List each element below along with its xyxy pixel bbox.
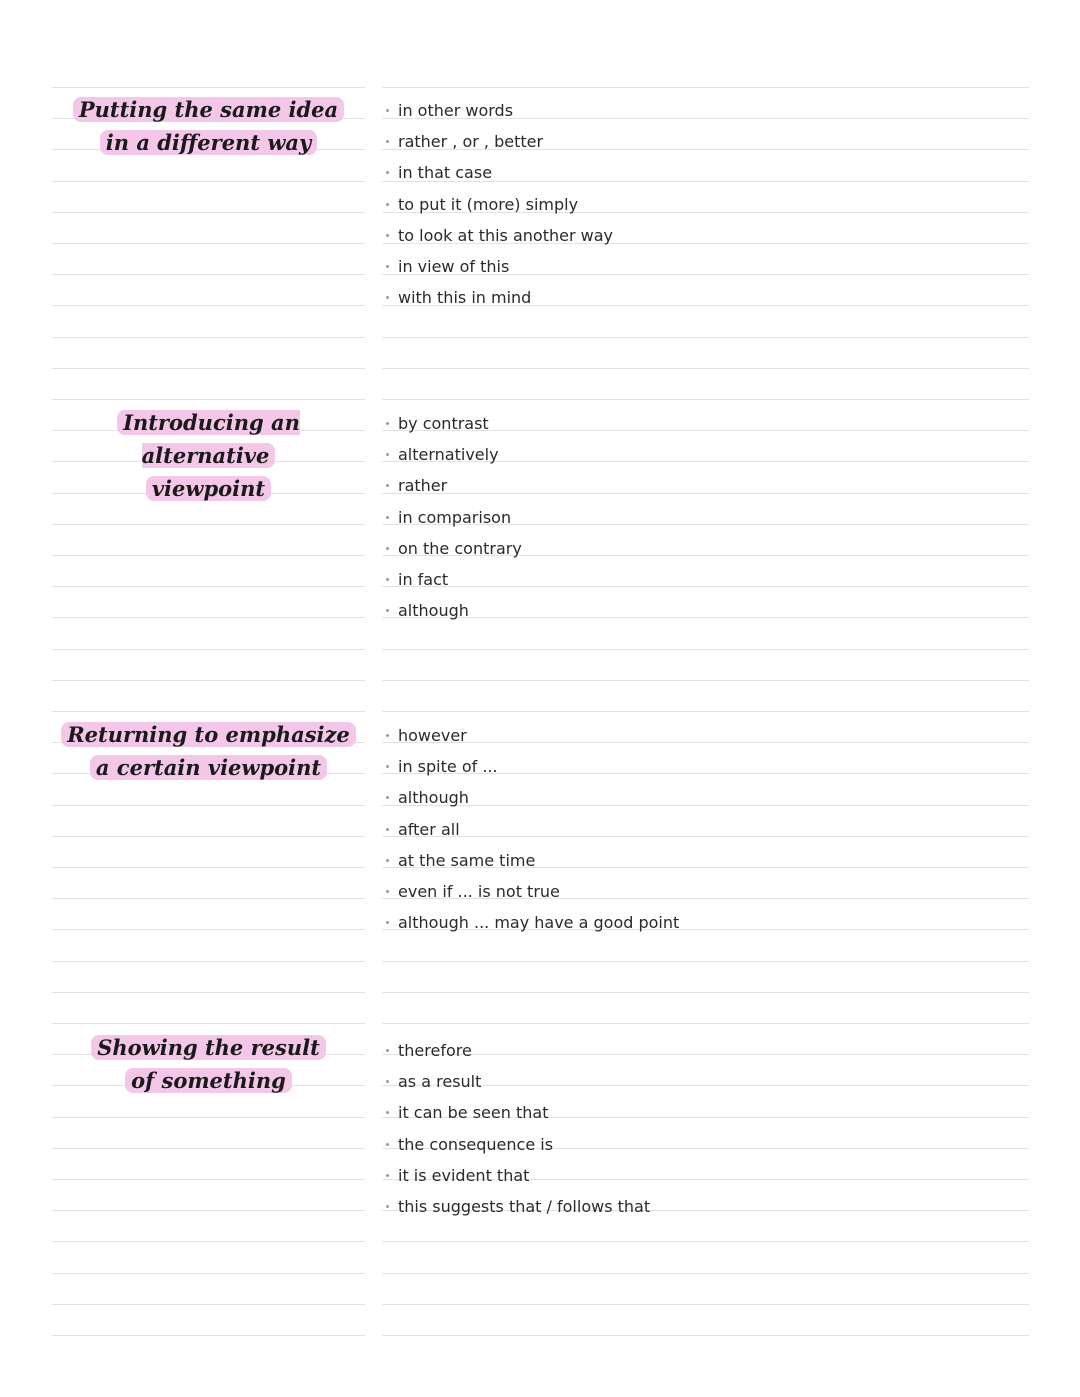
list-item: this suggests that / follows that <box>384 1191 1024 1222</box>
ruled-line <box>52 1304 365 1305</box>
bullet-icon <box>386 1174 389 1177</box>
ruled-line <box>52 555 365 556</box>
list-item: although <box>384 782 1024 813</box>
list-item: in that case <box>384 157 1024 188</box>
bullet-icon <box>386 1049 389 1052</box>
list-item: although ... may have a good point <box>384 907 1024 938</box>
phrase-list <box>384 1035 1024 1222</box>
bullet-icon <box>386 296 389 299</box>
section-heading <box>52 406 365 505</box>
ruled-line <box>52 805 365 806</box>
list-item: even if ... is not true <box>384 876 1024 907</box>
list-item: rather , or , better <box>384 126 1024 157</box>
ruled-line <box>52 961 365 962</box>
bullet-icon <box>386 516 389 519</box>
ruled-line <box>382 1023 1029 1024</box>
bullet-icon <box>386 796 389 799</box>
ruled-line <box>52 1148 365 1149</box>
ruled-line <box>52 1023 365 1024</box>
bullet-icon <box>386 422 389 425</box>
ruled-line <box>52 1179 365 1180</box>
ruled-line <box>382 711 1029 712</box>
list-item: however <box>384 720 1024 751</box>
ruled-line <box>52 274 365 275</box>
phrase-list <box>384 408 1024 626</box>
list-item: after all <box>384 814 1024 845</box>
list-item: as a result <box>384 1066 1024 1097</box>
heading-line-2: viewpoint <box>146 476 271 501</box>
phrase-list <box>384 95 1024 313</box>
bullet-icon <box>386 828 389 831</box>
section-heading <box>52 718 365 784</box>
ruled-line <box>52 337 365 338</box>
heading-line-1: Introducing an alternative <box>117 410 300 468</box>
ruled-line <box>382 1273 1029 1274</box>
list-item: it can be seen that <box>384 1097 1024 1128</box>
list-item: to put it (more) simply <box>384 189 1024 220</box>
ruled-line <box>382 961 1029 962</box>
bullet-icon <box>386 140 389 143</box>
bullet-icon <box>386 203 389 206</box>
ruled-line <box>52 898 365 899</box>
section-heading <box>52 1031 365 1097</box>
list-item: with this in mind <box>384 282 1024 313</box>
phrase-list <box>384 720 1024 938</box>
heading-line-2: a certain viewpoint <box>90 755 327 780</box>
ruled-line <box>52 181 365 182</box>
ruled-line <box>52 524 365 525</box>
ruled-line <box>52 243 365 244</box>
bullet-icon <box>386 1205 389 1208</box>
ruled-line <box>52 87 365 88</box>
list-item: on the contrary <box>384 533 1024 564</box>
ruled-line <box>52 368 365 369</box>
ruled-line <box>382 399 1029 400</box>
bullet-icon <box>386 734 389 737</box>
section-heading <box>52 93 365 159</box>
bullet-icon <box>386 484 389 487</box>
ruled-line <box>382 1304 1029 1305</box>
list-item: to look at this another way <box>384 220 1024 251</box>
heading-line-2: in a different way <box>100 130 317 155</box>
list-item: the consequence is <box>384 1129 1024 1160</box>
heading-line-2: of something <box>125 1068 292 1093</box>
ruled-line <box>52 836 365 837</box>
bullet-icon <box>386 1143 389 1146</box>
bullet-icon <box>386 171 389 174</box>
bullet-icon <box>386 765 389 768</box>
list-item: at the same time <box>384 845 1024 876</box>
ruled-line <box>382 1335 1029 1336</box>
bullet-icon <box>386 609 389 612</box>
ruled-line <box>52 617 365 618</box>
ruled-lines-left <box>52 0 365 1397</box>
list-item: in comparison <box>384 502 1024 533</box>
list-item: in view of this <box>384 251 1024 282</box>
heading-line-1: Putting the same idea <box>73 97 344 122</box>
list-item: alternatively <box>384 439 1024 470</box>
bullet-icon <box>386 859 389 862</box>
bullet-icon <box>386 453 389 456</box>
list-item: in other words <box>384 95 1024 126</box>
ruled-line <box>52 649 365 650</box>
ruled-line <box>52 711 365 712</box>
bullet-icon <box>386 547 389 550</box>
ruled-line <box>52 1273 365 1274</box>
list-item: rather <box>384 470 1024 501</box>
ruled-line <box>52 1241 365 1242</box>
ruled-line <box>382 992 1029 993</box>
bullet-icon <box>386 921 389 924</box>
bullet-icon <box>386 1111 389 1114</box>
list-item: although <box>384 595 1024 626</box>
ruled-line <box>382 649 1029 650</box>
bullet-icon <box>386 234 389 237</box>
ruled-line <box>382 1241 1029 1242</box>
ruled-line <box>52 1335 365 1336</box>
heading-line-1: Returning to emphasize <box>61 722 356 747</box>
bullet-icon <box>386 109 389 112</box>
ruled-line <box>382 337 1029 338</box>
list-item: in fact <box>384 564 1024 595</box>
list-item: it is evident that <box>384 1160 1024 1191</box>
list-item: therefore <box>384 1035 1024 1066</box>
heading-line-1: Showing the result <box>91 1035 326 1060</box>
ruled-line <box>382 680 1029 681</box>
ruled-line <box>52 305 365 306</box>
ruled-line <box>52 212 365 213</box>
ruled-line <box>382 87 1029 88</box>
ruled-line <box>52 399 365 400</box>
ruled-line <box>52 1117 365 1118</box>
ruled-line <box>382 368 1029 369</box>
list-item: in spite of ... <box>384 751 1024 782</box>
ruled-line <box>52 1210 365 1211</box>
ruled-line <box>52 992 365 993</box>
ruled-line <box>52 867 365 868</box>
bullet-icon <box>386 578 389 581</box>
bullet-icon <box>386 1080 389 1083</box>
ruled-line <box>52 929 365 930</box>
bullet-icon <box>386 890 389 893</box>
bullet-icon <box>386 265 389 268</box>
ruled-line <box>52 586 365 587</box>
ruled-line <box>52 680 365 681</box>
list-item: by contrast <box>384 408 1024 439</box>
